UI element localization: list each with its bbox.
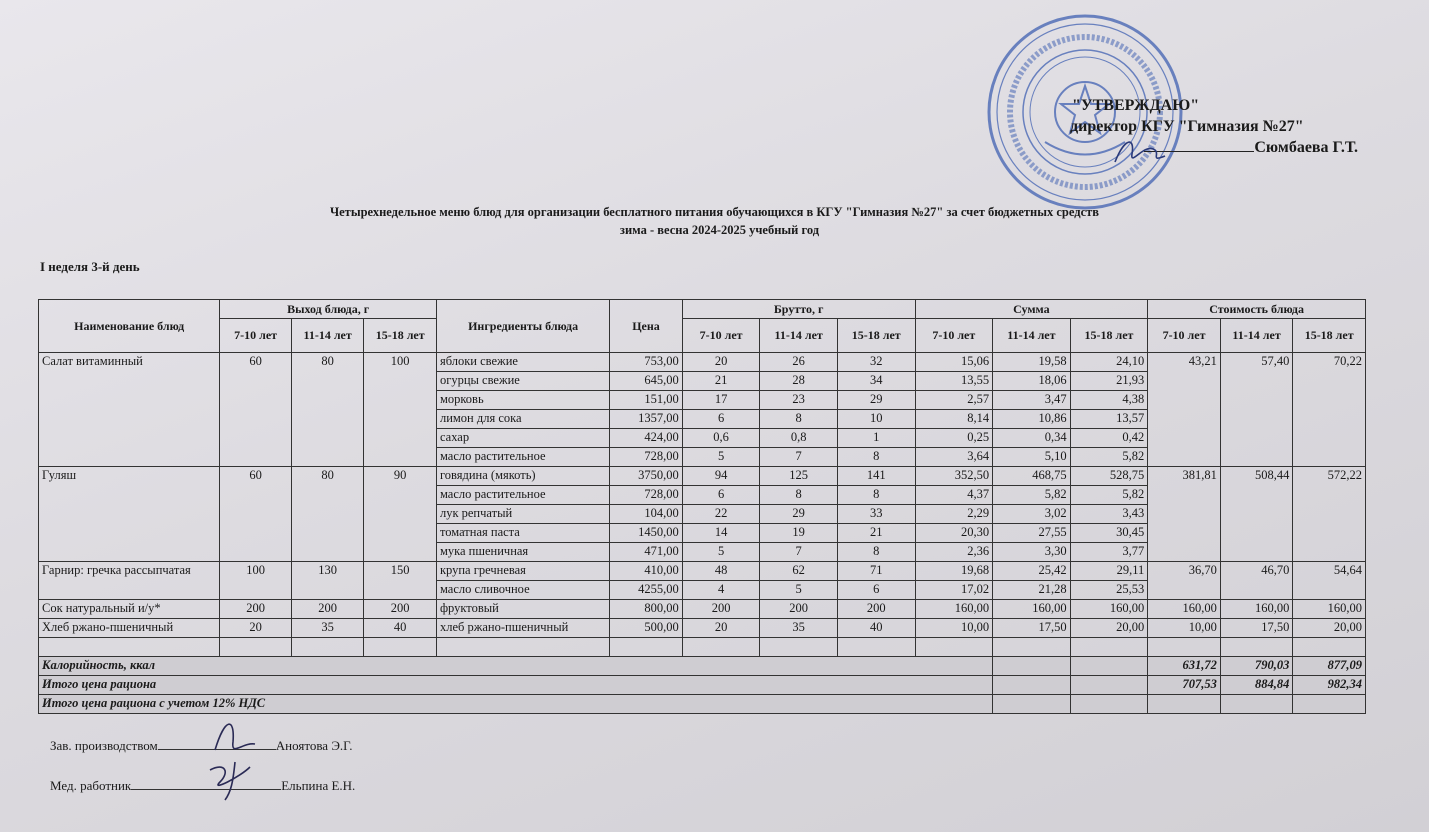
sum-cell: 5,82 <box>1070 448 1148 467</box>
price-cell: 753,00 <box>610 353 683 372</box>
signature-name: Ельпина Е.Н. <box>281 778 356 793</box>
brutto-cell: 21 <box>837 524 915 543</box>
header-age: 7-10 лет <box>915 319 993 353</box>
header-age: 11-14 лет <box>760 319 838 353</box>
sum-cell: 20,00 <box>1070 619 1148 638</box>
cost-cell: 43,21 <box>1148 353 1221 467</box>
price-cell: 800,00 <box>610 600 683 619</box>
price-cell: 728,00 <box>610 486 683 505</box>
sum-cell: 2,36 <box>915 543 993 562</box>
totals-label: Итого цена рациона с учетом 12% НДС <box>39 695 993 714</box>
empty-cell <box>993 638 1071 657</box>
empty-cell <box>291 638 364 657</box>
empty-cell <box>220 638 292 657</box>
sum-cell: 17,02 <box>915 581 993 600</box>
totals-row <box>39 676 1366 695</box>
price-cell: 500,00 <box>610 619 683 638</box>
sum-cell: 30,45 <box>1070 524 1148 543</box>
output-cell: 90 <box>364 467 437 562</box>
brutto-cell: 22 <box>682 505 760 524</box>
totals-label: Калорийность, ккал <box>39 657 993 676</box>
output-cell: 80 <box>291 353 364 467</box>
output-cell: 200 <box>220 600 292 619</box>
sum-cell: 5,10 <box>993 448 1071 467</box>
empty-cell <box>1070 638 1148 657</box>
sum-cell: 8,14 <box>915 410 993 429</box>
header-age: 7-10 лет <box>682 319 760 353</box>
totals-row <box>39 657 1366 676</box>
empty-cell <box>39 638 220 657</box>
price-cell: 424,00 <box>610 429 683 448</box>
output-cell: 40 <box>364 619 437 638</box>
header-age: 11-14 лет <box>993 319 1071 353</box>
header-age: 15-18 лет <box>1070 319 1148 353</box>
sum-cell: 13,55 <box>915 372 993 391</box>
cost-cell: 46,70 <box>1220 562 1293 600</box>
sum-cell: 3,47 <box>993 391 1071 410</box>
sum-cell: 25,53 <box>1070 581 1148 600</box>
director-signature-icon <box>1110 132 1170 172</box>
header-age: 11-14 лет <box>291 319 364 353</box>
approval-signature-line <box>1060 137 1360 158</box>
totals-value: 790,03 <box>1220 657 1293 676</box>
ingredient-cell: масло растительное <box>436 486 609 505</box>
brutto-cell: 0,6 <box>682 429 760 448</box>
brutto-cell: 200 <box>837 600 915 619</box>
brutto-cell: 33 <box>837 505 915 524</box>
brutto-cell: 6 <box>837 581 915 600</box>
ingredient-cell: огурцы свежие <box>436 372 609 391</box>
empty-cell <box>436 638 609 657</box>
sum-cell: 19,68 <box>915 562 993 581</box>
price-cell: 3750,00 <box>610 467 683 486</box>
ingredient-cell: фруктовый <box>436 600 609 619</box>
totals-value <box>1220 695 1293 714</box>
table-row <box>39 600 1366 619</box>
title-line-2: зима - весна 2024-2025 учебный год <box>619 223 820 237</box>
header-dish: Наименование блюд <box>39 300 220 353</box>
ingredient-cell: масло сливочное <box>436 581 609 600</box>
header-ingredients: Ингредиенты блюда <box>436 300 609 353</box>
dish-name: Гуляш <box>39 467 220 562</box>
ingredient-cell: морковь <box>436 391 609 410</box>
brutto-cell: 6 <box>682 486 760 505</box>
brutto-cell: 28 <box>760 372 838 391</box>
brutto-cell: 21 <box>682 372 760 391</box>
sum-cell: 17,50 <box>993 619 1071 638</box>
sum-cell: 21,28 <box>993 581 1071 600</box>
sum-cell: 3,30 <box>993 543 1071 562</box>
brutto-cell: 19 <box>760 524 838 543</box>
brutto-cell: 26 <box>760 353 838 372</box>
empty-cell <box>1070 657 1148 676</box>
output-cell: 130 <box>291 562 364 600</box>
sum-cell: 10,00 <box>915 619 993 638</box>
empty-cell <box>1220 638 1293 657</box>
empty-cell <box>1293 638 1366 657</box>
price-cell: 728,00 <box>610 448 683 467</box>
sum-cell: 20,30 <box>915 524 993 543</box>
ingredient-cell: лук репчатый <box>436 505 609 524</box>
brutto-cell: 5 <box>760 581 838 600</box>
cost-cell: 70,22 <box>1293 353 1366 467</box>
header-output: Выход блюда, г <box>220 300 437 319</box>
sum-cell: 4,38 <box>1070 391 1148 410</box>
output-cell: 20 <box>220 619 292 638</box>
dish-name: Хлеб ржано-пшеничный <box>39 619 220 638</box>
empty-cell <box>837 638 915 657</box>
empty-row <box>39 638 1366 657</box>
brutto-cell: 14 <box>682 524 760 543</box>
sum-cell: 19,58 <box>993 353 1071 372</box>
sum-cell: 25,42 <box>993 562 1071 581</box>
sum-cell: 2,29 <box>915 505 993 524</box>
header-age: 11-14 лет <box>1220 319 1293 353</box>
price-cell: 151,00 <box>610 391 683 410</box>
price-cell: 1450,00 <box>610 524 683 543</box>
empty-cell <box>993 695 1071 714</box>
totals-value: 631,72 <box>1148 657 1221 676</box>
ingredient-cell: хлеб ржано-пшеничный <box>436 619 609 638</box>
sum-cell: 24,10 <box>1070 353 1148 372</box>
brutto-cell: 71 <box>837 562 915 581</box>
sum-cell: 0,34 <box>993 429 1071 448</box>
empty-cell <box>1070 695 1148 714</box>
brutto-cell: 5 <box>682 448 760 467</box>
totals-value <box>1293 695 1366 714</box>
empty-cell <box>364 638 437 657</box>
brutto-cell: 32 <box>837 353 915 372</box>
totals-value: 707,53 <box>1148 676 1221 695</box>
sum-cell: 0,42 <box>1070 429 1148 448</box>
ingredient-cell: томатная паста <box>436 524 609 543</box>
totals-label: Итого цена рациона <box>39 676 993 695</box>
sum-cell: 18,06 <box>993 372 1071 391</box>
sum-cell: 160,00 <box>993 600 1071 619</box>
output-cell: 60 <box>220 353 292 467</box>
empty-cell <box>682 638 760 657</box>
cost-cell: 160,00 <box>1220 600 1293 619</box>
ingredient-cell: сахар <box>436 429 609 448</box>
empty-cell <box>915 638 993 657</box>
handwritten-signature-icon <box>195 712 275 802</box>
totals-value <box>1148 695 1221 714</box>
ingredient-cell: лимон для сока <box>436 410 609 429</box>
output-cell: 100 <box>364 353 437 467</box>
brutto-cell: 48 <box>682 562 760 581</box>
brutto-cell: 10 <box>837 410 915 429</box>
header-brutto: Брутто, г <box>682 300 915 319</box>
dish-name: Гарнир: гречка рассыпчатая <box>39 562 220 600</box>
brutto-cell: 125 <box>760 467 838 486</box>
document-title <box>0 203 1429 239</box>
sum-cell: 29,11 <box>1070 562 1148 581</box>
ingredient-cell: крупа гречневая <box>436 562 609 581</box>
table-row <box>39 619 1366 638</box>
ingredient-cell: яблоки свежие <box>436 353 609 372</box>
cost-cell: 160,00 <box>1148 600 1221 619</box>
brutto-cell: 7 <box>760 543 838 562</box>
output-cell: 35 <box>291 619 364 638</box>
brutto-cell: 94 <box>682 467 760 486</box>
price-cell: 410,00 <box>610 562 683 581</box>
price-cell: 4255,00 <box>610 581 683 600</box>
sum-cell: 27,55 <box>993 524 1071 543</box>
brutto-cell: 29 <box>760 505 838 524</box>
sum-cell: 10,86 <box>993 410 1071 429</box>
sum-cell: 3,43 <box>1070 505 1148 524</box>
brutto-cell: 6 <box>682 410 760 429</box>
brutto-cell: 29 <box>837 391 915 410</box>
brutto-cell: 20 <box>682 353 760 372</box>
table-row <box>39 353 1366 372</box>
signature-name: Аноятова Э.Г. <box>275 738 353 753</box>
cost-cell: 572,22 <box>1293 467 1366 562</box>
output-cell: 60 <box>220 467 292 562</box>
sum-cell: 528,75 <box>1070 467 1148 486</box>
output-cell: 200 <box>291 600 364 619</box>
brutto-cell: 8 <box>760 486 838 505</box>
header-cost: Стоимость блюда <box>1148 300 1366 319</box>
cost-cell: 20,00 <box>1293 619 1366 638</box>
header-age: 7-10 лет <box>1148 319 1221 353</box>
approval-position: директор КГУ "Гимназия №27" <box>1070 118 1304 135</box>
price-cell: 645,00 <box>610 372 683 391</box>
totals-value: 982,34 <box>1293 676 1366 695</box>
cost-cell: 57,40 <box>1220 353 1293 467</box>
header-age: 15-18 лет <box>1293 319 1366 353</box>
price-cell: 104,00 <box>610 505 683 524</box>
empty-cell <box>760 638 838 657</box>
brutto-cell: 7 <box>760 448 838 467</box>
sum-cell: 160,00 <box>915 600 993 619</box>
menu-table <box>38 299 1366 714</box>
header-age: 15-18 лет <box>364 319 437 353</box>
sum-cell: 13,57 <box>1070 410 1148 429</box>
table-row <box>39 562 1366 581</box>
sum-cell: 160,00 <box>1070 600 1148 619</box>
brutto-cell: 23 <box>760 391 838 410</box>
sum-cell: 468,75 <box>993 467 1071 486</box>
brutto-cell: 17 <box>682 391 760 410</box>
dish-name: Сок натуральный и/у* <box>39 600 220 619</box>
brutto-cell: 8 <box>837 543 915 562</box>
totals-value: 877,09 <box>1293 657 1366 676</box>
header-sum: Сумма <box>915 300 1148 319</box>
output-cell: 80 <box>291 467 364 562</box>
ingredient-cell: масло растительное <box>436 448 609 467</box>
output-cell: 150 <box>364 562 437 600</box>
brutto-cell: 1 <box>837 429 915 448</box>
sum-cell: 3,02 <box>993 505 1071 524</box>
brutto-cell: 141 <box>837 467 915 486</box>
cost-cell: 36,70 <box>1148 562 1221 600</box>
brutto-cell: 200 <box>760 600 838 619</box>
empty-cell <box>993 676 1071 695</box>
brutto-cell: 35 <box>760 619 838 638</box>
day-label: I неделя 3-й день <box>40 259 140 274</box>
sum-cell: 21,93 <box>1070 372 1148 391</box>
cost-cell: 17,50 <box>1220 619 1293 638</box>
header-price: Цена <box>610 300 683 353</box>
sum-cell: 15,06 <box>915 353 993 372</box>
sum-cell: 3,64 <box>915 448 993 467</box>
header-age: 15-18 лет <box>837 319 915 353</box>
title-line-1: Четырехнедельное меню блюд для организации бесплатного питания обучающихся в КГУ "Гимназия №27" за счет бюджетных средств <box>329 205 1100 219</box>
brutto-cell: 62 <box>760 562 838 581</box>
empty-cell <box>610 638 683 657</box>
totals-value: 884,84 <box>1220 676 1293 695</box>
brutto-cell: 34 <box>837 372 915 391</box>
signature-role: Зав. производством <box>50 738 158 753</box>
menu-body <box>39 353 1366 657</box>
totals-row <box>39 695 1366 714</box>
empty-cell <box>993 657 1071 676</box>
signature-role: Мед. работник <box>50 778 132 793</box>
price-cell: 1357,00 <box>610 410 683 429</box>
sum-cell: 3,77 <box>1070 543 1148 562</box>
brutto-cell: 40 <box>837 619 915 638</box>
output-cell: 100 <box>220 562 292 600</box>
approval-heading: "УТВЕРЖДАЮ" <box>1072 97 1200 114</box>
approval-name: Сюмбаева Г.Т. <box>1254 139 1358 156</box>
table-row <box>39 467 1366 486</box>
cost-cell: 54,64 <box>1293 562 1366 600</box>
brutto-cell: 4 <box>682 581 760 600</box>
price-cell: 471,00 <box>610 543 683 562</box>
empty-cell <box>1070 676 1148 695</box>
dish-name: Салат витаминный <box>39 353 220 467</box>
brutto-cell: 8 <box>760 410 838 429</box>
brutto-cell: 20 <box>682 619 760 638</box>
ingredient-cell: говядина (мякоть) <box>436 467 609 486</box>
sum-cell: 4,37 <box>915 486 993 505</box>
brutto-cell: 8 <box>837 486 915 505</box>
brutto-cell: 200 <box>682 600 760 619</box>
brutto-cell: 0,8 <box>760 429 838 448</box>
sum-cell: 352,50 <box>915 467 993 486</box>
cost-cell: 10,00 <box>1148 619 1221 638</box>
header-age: 7-10 лет <box>220 319 292 353</box>
sum-cell: 0,25 <box>915 429 993 448</box>
cost-cell: 160,00 <box>1293 600 1366 619</box>
sum-cell: 2,57 <box>915 391 993 410</box>
cost-cell: 508,44 <box>1220 467 1293 562</box>
sum-cell: 5,82 <box>993 486 1071 505</box>
ingredient-cell: мука пшеничная <box>436 543 609 562</box>
cost-cell: 381,81 <box>1148 467 1221 562</box>
sum-cell: 5,82 <box>1070 486 1148 505</box>
brutto-cell: 5 <box>682 543 760 562</box>
menu-totals <box>39 657 1366 714</box>
approval-block <box>1060 95 1360 158</box>
output-cell: 200 <box>364 600 437 619</box>
empty-cell <box>1148 638 1221 657</box>
brutto-cell: 8 <box>837 448 915 467</box>
